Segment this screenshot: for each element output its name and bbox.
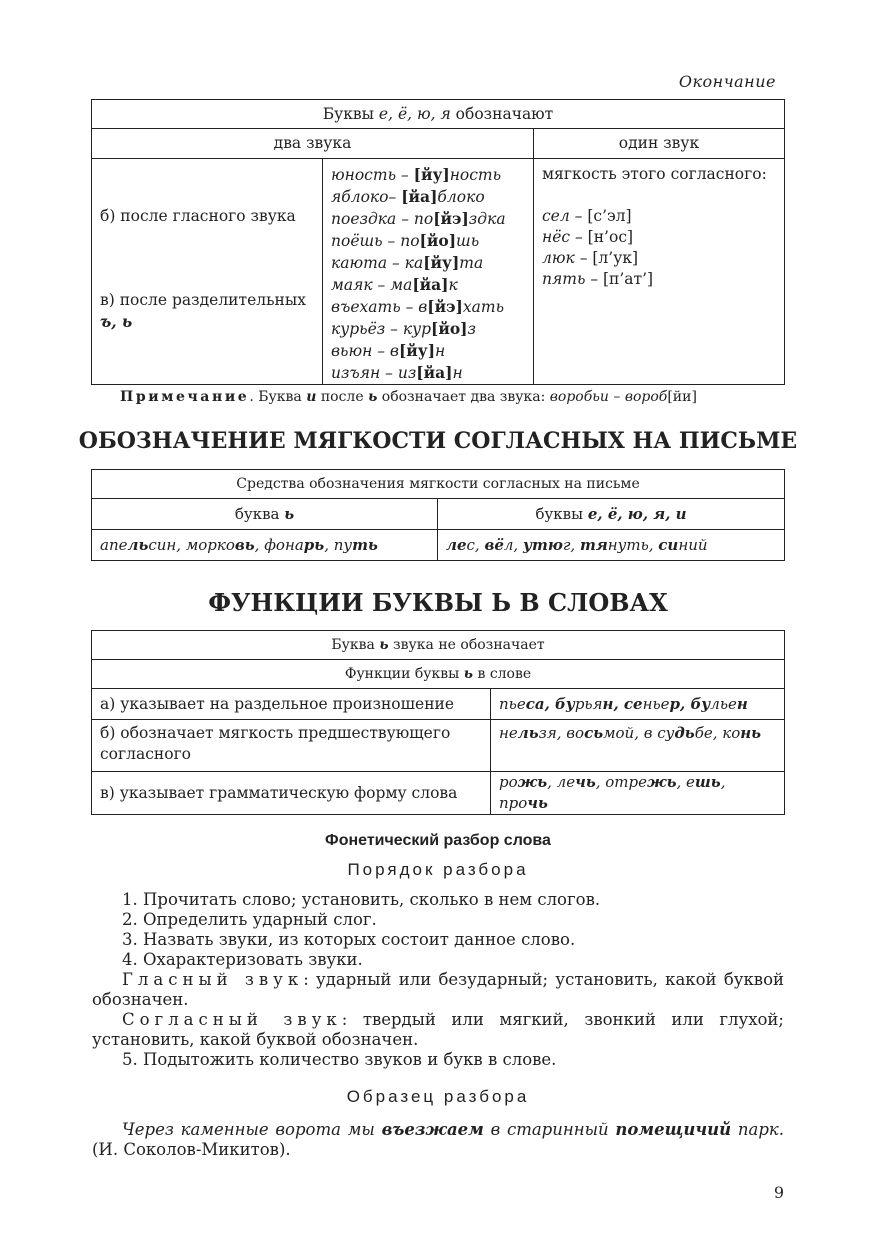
consonant-sound-step: Согласный звук: твердый или мягкий, звонкий или глухой; установить, какой буквой обозначен. (92, 1010, 784, 1049)
row-b-label: б) после гласного звука (100, 207, 296, 225)
example-line: каюта – ка[йу]та (331, 253, 484, 272)
softness-table (91, 469, 785, 561)
example-line: яблоко– [йа]блоко (331, 187, 485, 206)
row-v-letters: ъ, ь (100, 312, 133, 331)
table3-row-v-label: в) указывает грамматическую форму слова (92, 772, 491, 815)
table3-row-b-label: б) обозначает мягкость предшествующего согласного (92, 720, 491, 772)
table1-col-two-sounds: два звука (92, 129, 534, 159)
heading-soft-sign-functions: ФУНКЦИИ БУКВЫ Ь В СЛОВАХ (208, 588, 668, 617)
step-5: 5. Подытожить количество звуков и букв в слове. (122, 1050, 557, 1069)
vowel-letters-table (91, 99, 785, 385)
order-title: Порядок разбора (347, 860, 529, 879)
example-line: изъян – из[йа]н (331, 363, 463, 382)
step-3: 3. Назвать звуки, из которых состоит данное слово. (122, 930, 576, 949)
step-2: 2. Определить ударный слог. (122, 910, 377, 929)
example-line: юность – [йу]ность (331, 165, 502, 184)
example-line: пять – [п’ат’] (542, 270, 654, 288)
steps-list (92, 890, 784, 1070)
table1-header: Буквы е, ё, ю, я обозначают (92, 100, 785, 129)
table1-one-sound-examples (534, 159, 785, 385)
sample-title: Образец разбора (346, 1087, 530, 1106)
table2-soft-sign-examples: апельсин, морковь, фонарь, путь (92, 530, 438, 561)
example-line: люк – [л’ук] (542, 249, 639, 267)
table3-row-b-examples: нельзя, восьмой, в судьбе, конь (491, 720, 785, 772)
table3-row-a-label: а) указывает на раздельное произношение (92, 689, 491, 720)
example-line: нёс – [н’ос] (542, 228, 634, 246)
step-4: 4. Охарактеризовать звуки. (122, 950, 363, 969)
table3-row-a-examples: пьеса, бурьян, сеньер, бульен (491, 689, 785, 720)
example-line: сел – [с’эл] (542, 207, 632, 225)
example-line: поездка – по[йэ]здка (331, 209, 506, 228)
sample-sentence: Через каменные ворота мы въезжаем в старинный помещичий парк. (И. Соколов-Микитов). (92, 1120, 784, 1159)
table2-vowel-examples: лес, вёл, утюг, тянуть, синий (438, 530, 785, 561)
example-line: маяк – ма[йа]к (331, 275, 458, 294)
table1-col-one-sound: один звук (534, 129, 785, 159)
table3-row-v-examples: рожь, лечь, отрежь, ешь, прочь (491, 772, 785, 815)
example-line: курьёз – кур[йо]з (331, 319, 476, 338)
step-1: 1. Прочитать слово; установить, сколько в нем слогов. (122, 890, 601, 909)
note: Примечание. Буква и после ь обозначает два звука: воробьи – вороб[йи] (120, 389, 697, 405)
example-line: поёшь – по[йо]шь (331, 231, 480, 250)
analysis-title: Фонетический разбор слова (325, 832, 551, 849)
table2-col-soft-sign: буква ь (92, 499, 438, 530)
table2-col-vowel-letters: буквы е, ё, ю, я, и (438, 499, 785, 530)
one-sound-title: мягкость этого согласного: (542, 165, 767, 183)
table1-two-sounds-examples (323, 159, 534, 385)
heading-softness: ОБОЗНАЧЕНИЕ МЯГКОСТИ СОГЛАСНЫХ НА ПИСЬМЕ (78, 428, 798, 454)
vowel-sound-step: Гласный звук: ударный или безударный; установить, какой буквой обозначен. (92, 970, 784, 1009)
example-line: вьюн – в[йу]н (331, 341, 446, 360)
continuation-label: Окончание (678, 72, 776, 91)
table1-row-labels (92, 159, 323, 385)
example-line: въехать – в[йэ]хать (331, 297, 505, 316)
soft-sign-functions-table (91, 630, 785, 815)
page-number: 9 (773, 1183, 784, 1202)
table3-header-1: Буква ь звука не обозначает (92, 631, 785, 660)
table3-header-2: Функции буквы ь в слове (92, 660, 785, 689)
table2-header: Средства обозначения мягкости согласных на письме (92, 470, 785, 499)
row-v-label: в) после разделительных (100, 291, 306, 309)
